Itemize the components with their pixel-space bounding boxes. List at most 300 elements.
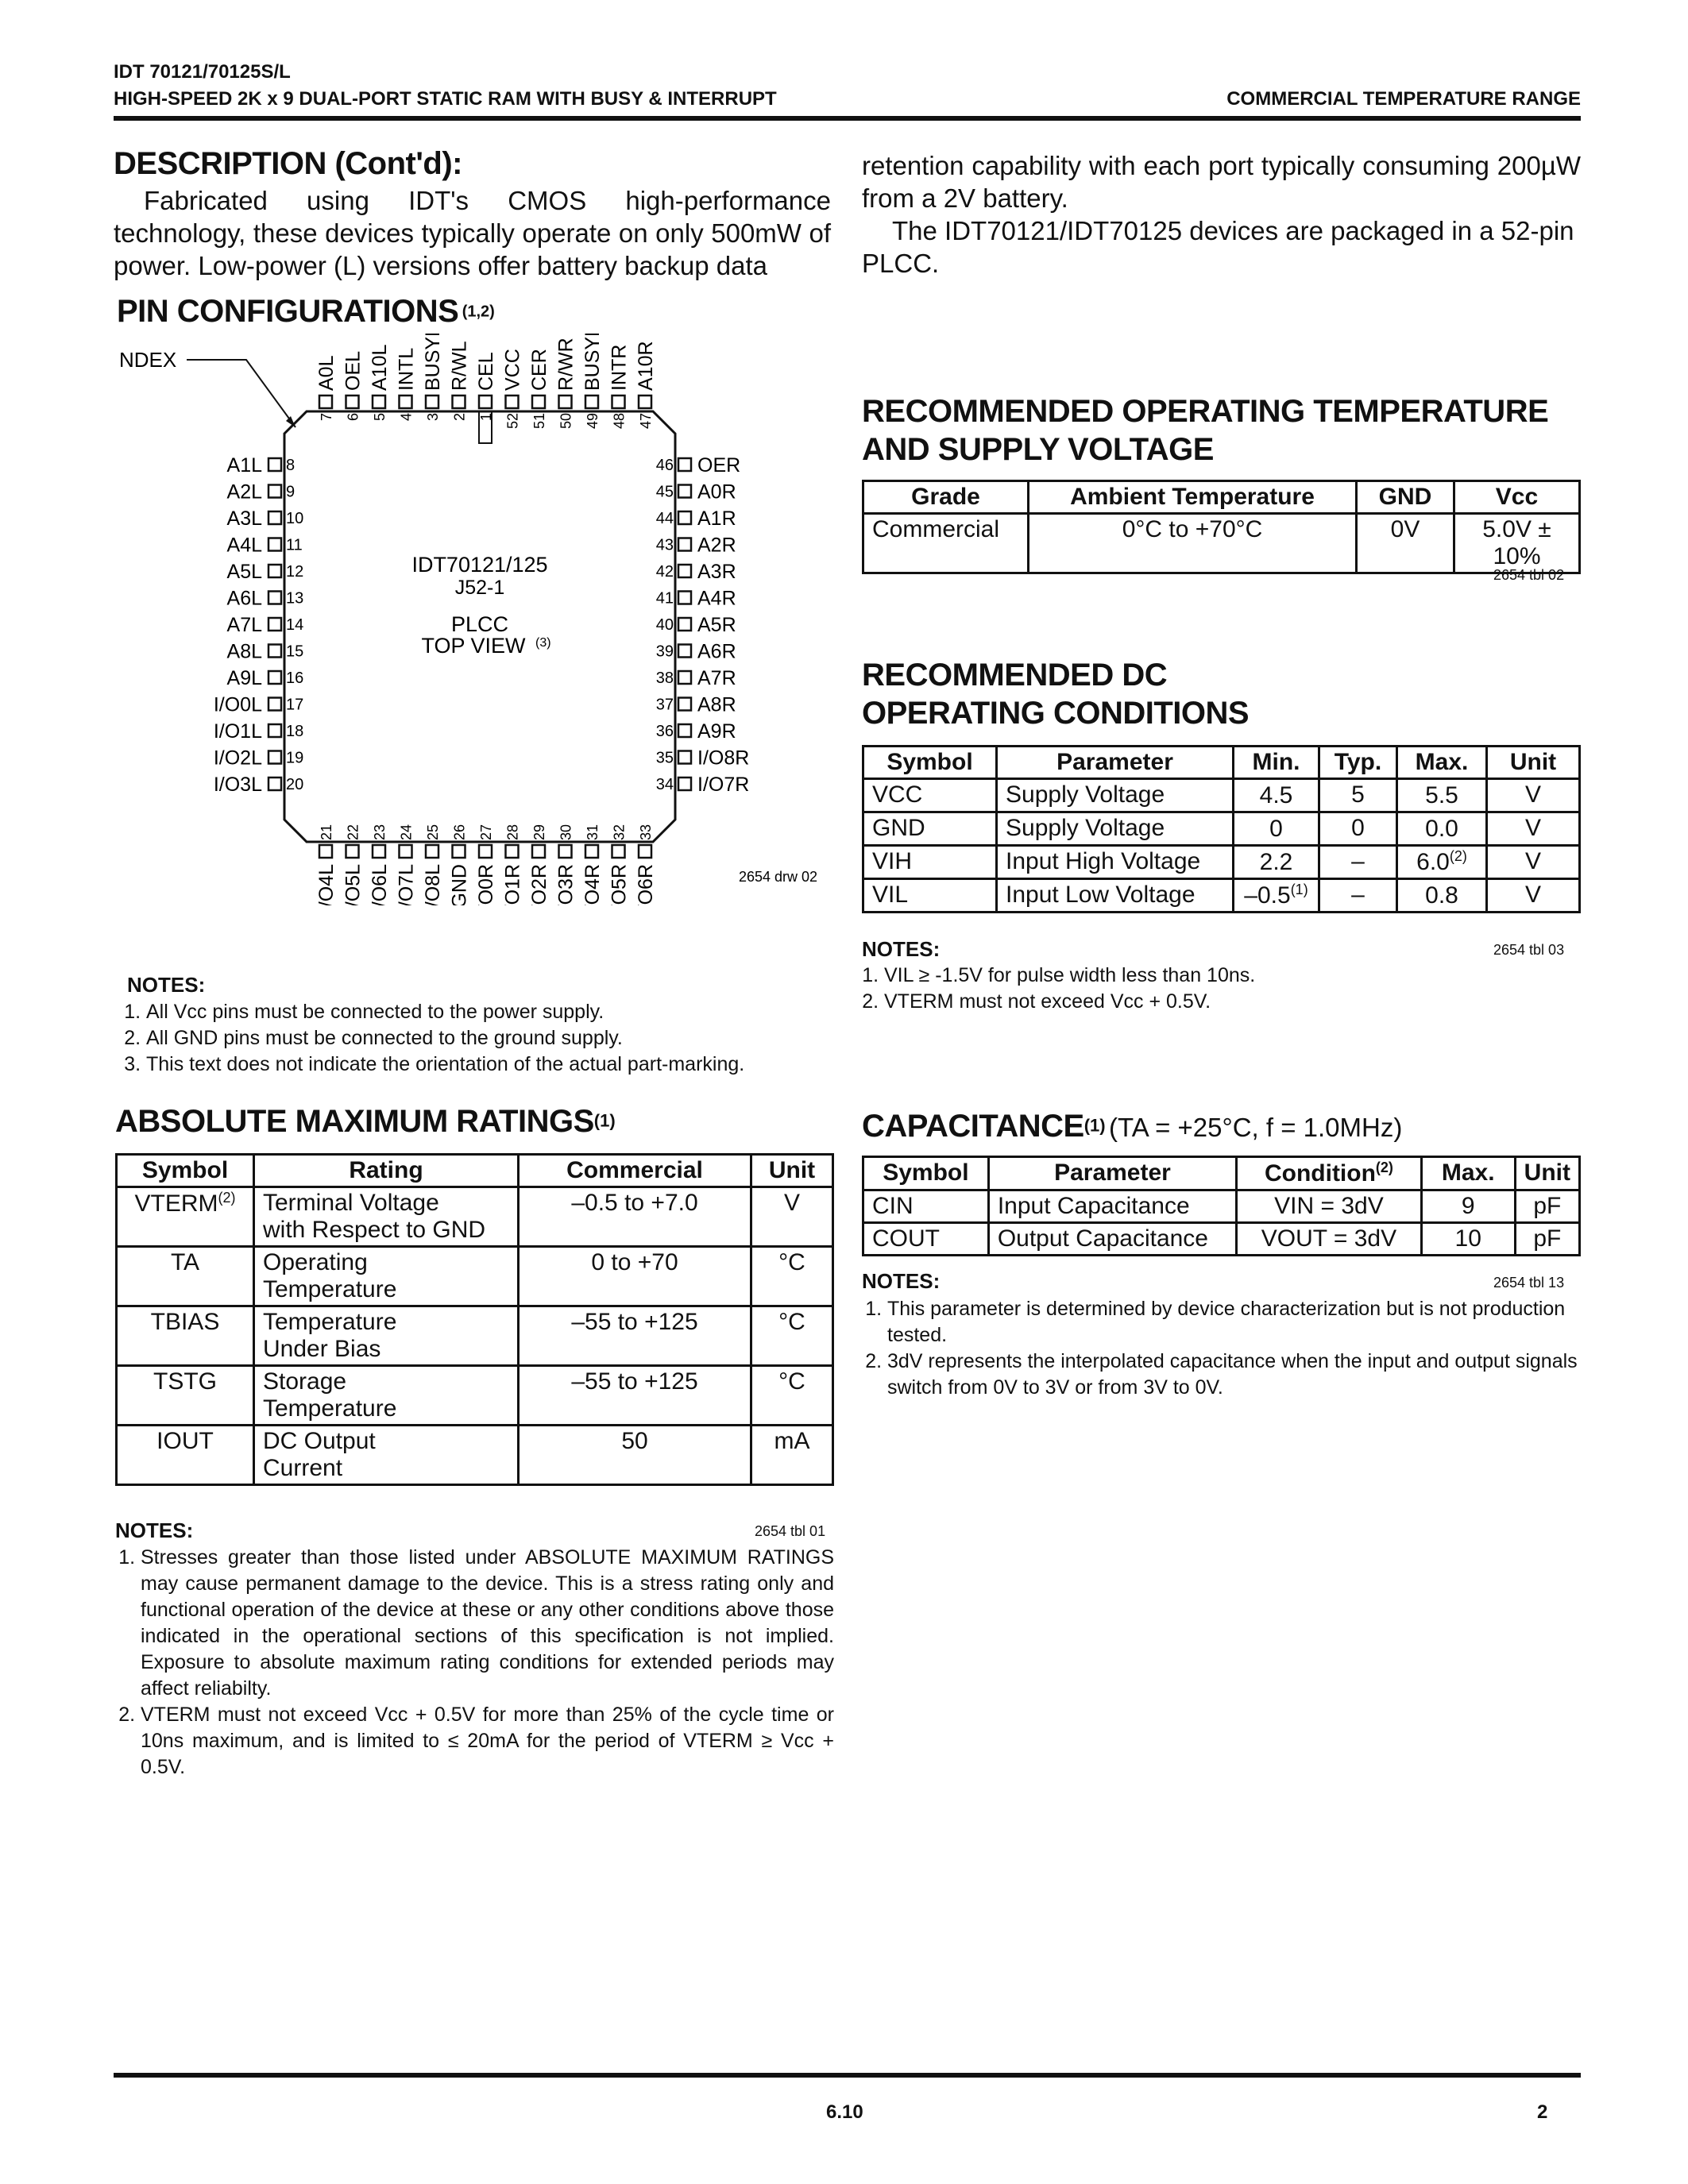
doc-header-line2: HIGH-SPEED 2K x 9 DUAL-PORT STATIC RAM WITH BUSY & INTERRUPT	[114, 88, 777, 110]
pin-label: I/O1L	[213, 720, 262, 743]
unit-cell: °C	[751, 1366, 833, 1426]
pin-label: BUSYR	[581, 334, 604, 391]
pin-label: I/O5L	[342, 864, 365, 905]
cond-cell: VIN = 3dV	[1237, 1190, 1422, 1223]
pin-pad	[532, 396, 545, 408]
symbol-cell: IOUT	[117, 1426, 254, 1485]
vcc-cell: 5.0V ± 10%	[1454, 514, 1580, 573]
col-header: Parameter	[988, 1157, 1236, 1190]
pin-label: I/O4R	[581, 864, 604, 905]
pin-label: I/O0R	[475, 864, 497, 905]
pin-pad	[268, 671, 281, 684]
pin-number: 48	[611, 413, 628, 430]
pin-number: 17	[286, 696, 304, 714]
doc-header-right: COMMERCIAL TEMPERATURE RANGE	[1226, 88, 1581, 110]
pin-pad	[559, 845, 572, 858]
pin-number: 47	[638, 413, 654, 430]
cond-cell: VOUT = 3dV	[1237, 1223, 1422, 1256]
param-cell: Supply Voltage	[997, 779, 1234, 812]
pin-number: 2	[451, 413, 468, 422]
pin-pad	[426, 396, 438, 408]
pin-pad	[678, 458, 691, 471]
pin-number: 16	[286, 669, 304, 687]
op-temp-title-line1: RECOMMENDED OPERATING TEMPERATURE	[862, 394, 1549, 429]
pin-label: A10L	[369, 344, 391, 391]
col-header: Max.	[1397, 747, 1487, 779]
pin-pad	[400, 845, 412, 858]
col-header: Unit	[751, 1155, 833, 1187]
pin-label: A3R	[697, 561, 736, 583]
symbol-cell: TSTG	[117, 1366, 254, 1426]
col-header: Unit	[1487, 747, 1580, 779]
symbol-cell	[117, 1187, 254, 1247]
pin-number: 32	[611, 824, 628, 840]
temp-cell: 0°C to +70°C	[1029, 514, 1357, 573]
dc-tbl-ref: 2654 tbl 03	[1493, 942, 1565, 958]
pin-pad	[678, 485, 691, 498]
pin-pad	[678, 618, 691, 631]
pin-pad	[678, 778, 691, 790]
unit-cell: pF	[1515, 1190, 1579, 1223]
max-cell	[1397, 879, 1487, 913]
pin-pad	[585, 845, 598, 858]
pin-number: 27	[478, 824, 494, 840]
rating-line: Operating	[263, 1249, 368, 1275]
abs-notes	[115, 1545, 834, 1781]
op-temp-tbl-ref: 2654 tbl 02	[1493, 567, 1565, 583]
pin-pad	[678, 538, 691, 551]
pin-pad	[268, 511, 281, 524]
table-row	[863, 514, 1580, 573]
description-para1-right: retention capability with each port typically consuming 200µW from a 2V battery.	[862, 151, 1581, 213]
col-header: Parameter	[997, 747, 1234, 779]
unit-cell: V	[1487, 879, 1580, 913]
pin-pad	[678, 592, 691, 604]
table-row	[863, 779, 1580, 812]
pin-label: A9R	[697, 720, 736, 743]
pin-pad	[319, 396, 332, 408]
symbol-cell: GND	[863, 812, 997, 846]
pin-label: BUSYL	[422, 334, 444, 391]
pin-pad	[453, 845, 465, 858]
abs-notes-title: NOTES:	[115, 1518, 194, 1542]
chip-view-sup: (3)	[535, 636, 551, 650]
doc-header-line1: IDT 70121/70125S/L	[114, 61, 291, 83]
pin-note-item: 3. This text does not indicate the orientation of the actual part-marking.	[146, 1051, 836, 1078]
pin-note-item: 1. All Vcc pins must be connected to the power supply.	[146, 999, 836, 1025]
pin-label: I/O6R	[635, 864, 657, 905]
pin-label: GND	[448, 864, 471, 905]
pin-pad	[678, 671, 691, 684]
pin-pad	[559, 396, 572, 408]
pin-pad	[506, 396, 519, 408]
min-cell	[1234, 779, 1319, 812]
symbol-cell: CIN	[863, 1190, 989, 1223]
pin-config-title-sup: (1,2)	[462, 303, 495, 321]
pin-number: 6	[345, 413, 361, 422]
pin-number: 19	[286, 749, 304, 767]
pin-number: 18	[286, 723, 304, 740]
pin-number: 43	[655, 536, 674, 554]
abs-note-item: 1. Stresses greater than those listed under ABSOLUTE MAXIMUM RATINGS may cause permanent damage to the device. This is a stress rating only and functional operation of the device at these or any other conditions above those indicated in the operational sections of this specification is not implied. Exposure to absolute maximum rating conditions for extended periods may affect reliabilty.	[141, 1545, 834, 1702]
pin-pad	[268, 538, 281, 551]
pin-pad	[373, 845, 385, 858]
op-temp-table	[862, 480, 1581, 574]
chip-view: TOP VIEW	[421, 634, 526, 658]
chip-type: PLCC	[450, 612, 509, 636]
unit-cell: V	[1487, 779, 1580, 812]
pin-number: 30	[558, 824, 574, 840]
pin-number: 44	[655, 510, 674, 527]
min-text: 0	[1269, 816, 1283, 842]
symbol-cell: COUT	[863, 1223, 989, 1256]
max-text: 0.8	[1425, 882, 1458, 909]
index-label: NDEX	[119, 348, 177, 372]
pin-label: A3L	[226, 507, 262, 530]
pin-pad	[479, 845, 492, 858]
pin-number: 29	[531, 824, 547, 840]
min-cell	[1234, 879, 1319, 913]
symbol-text: VTERM	[134, 1190, 218, 1217]
max-cell	[1397, 812, 1487, 846]
pin-pad	[532, 845, 545, 858]
col-header: Rating	[254, 1155, 519, 1187]
pin-label: A8L	[226, 640, 262, 663]
pin-label: A9L	[226, 667, 262, 689]
rating-line: with Respect to GND	[263, 1217, 486, 1243]
min-text: –0.5	[1244, 882, 1291, 909]
max-cell	[1397, 846, 1487, 879]
rating-line: Storage	[263, 1368, 347, 1395]
typ-cell: 5	[1319, 779, 1397, 812]
footer-rule	[114, 2073, 1581, 2078]
pin-pad	[453, 396, 465, 408]
pin-label: A8R	[697, 693, 736, 716]
pin-pad	[268, 645, 281, 658]
rating-line: Temperature	[263, 1395, 397, 1422]
pin-number: 7	[319, 413, 334, 422]
value-cell: 50	[519, 1426, 751, 1485]
pin-pad	[346, 845, 359, 858]
rating-cell	[254, 1426, 519, 1485]
rating-cell	[254, 1187, 519, 1247]
max-sup: (2)	[1449, 848, 1467, 864]
chip-package: J52-1	[454, 577, 505, 599]
rating-cell	[254, 1306, 519, 1366]
pin-label: A0L	[315, 355, 338, 391]
rating-cell	[254, 1366, 519, 1426]
pin-config-heading	[117, 294, 495, 330]
pin-number: 24	[398, 824, 415, 840]
pin-label: INTL	[395, 347, 418, 391]
table-row	[863, 1190, 1580, 1223]
abs-max-table	[115, 1153, 834, 1486]
pin-pad	[426, 845, 438, 858]
cap-title-sup: (1)	[1083, 1115, 1106, 1136]
col-header: Commercial	[519, 1155, 751, 1187]
pin-number: 49	[585, 413, 601, 430]
abs-note-item: 2. VTERM must not exceed Vcc + 0.5V for more than 25% of the cycle time or 10ns maximum, and is limited to ≤ 20mA for the period of VTERM ≥ Vcc + 0.5V.	[141, 1702, 834, 1781]
pin-label: I/O6L	[369, 864, 391, 905]
cap-notes-title: NOTES:	[862, 1269, 941, 1293]
pin-label: I/O3L	[213, 774, 262, 796]
symbol-cell: TA	[117, 1247, 254, 1306]
pin-label: INTR	[608, 344, 631, 391]
pin-label: A2L	[226, 480, 262, 504]
pin-number: 38	[655, 669, 674, 687]
table-row	[863, 812, 1580, 846]
min-text: 4.5	[1259, 782, 1293, 808]
pin-note-item: 2. All GND pins must be connected to the ground supply.	[146, 1025, 836, 1051]
typ-cell: 0	[1319, 812, 1397, 846]
rating-line: Under Bias	[263, 1336, 381, 1362]
col-header: Symbol	[863, 1157, 989, 1190]
value-cell: –55 to +125	[519, 1366, 751, 1426]
pin-pad	[678, 698, 691, 711]
max-text: 5.5	[1425, 782, 1458, 808]
pin-label: I/O2R	[528, 864, 550, 905]
pin-pad	[268, 618, 281, 631]
pin-config-title: PIN CONFIGURATIONS	[117, 294, 459, 329]
pin-number: 36	[655, 723, 674, 740]
col-header: Typ.	[1319, 747, 1397, 779]
pin-pad	[268, 565, 281, 577]
description-title: DESCRIPTION (Cont'd):	[114, 146, 462, 181]
pin-number: 50	[558, 413, 574, 430]
min-cell	[1234, 812, 1319, 846]
pin-number: 15	[286, 642, 304, 661]
pin-pad	[268, 485, 281, 498]
dc-note-item: 1. VIL ≥ -1.5V for pulse width less than 10ns.	[884, 963, 1581, 989]
pin-label: I/O7L	[395, 864, 418, 905]
index-pointer	[187, 360, 295, 427]
pin-pad	[268, 778, 281, 790]
pin-label: OER	[697, 454, 741, 477]
pin-pad	[612, 396, 625, 408]
header-rule	[114, 116, 1581, 121]
pin-diagram	[111, 334, 842, 905]
max-cell	[1397, 779, 1487, 812]
rating-line: Temperature	[263, 1276, 397, 1302]
max-text: 0.0	[1425, 816, 1458, 842]
pin-pad	[268, 751, 281, 764]
pin-label: I/O8R	[697, 747, 750, 770]
cap-title: CAPACITANCE	[862, 1109, 1084, 1144]
pin-number: 42	[655, 563, 674, 581]
footer-page-number: 2	[1537, 2101, 1548, 2123]
chip-name: IDT70121/125	[411, 553, 548, 577]
drawing-ref: 2654 drw 02	[739, 869, 818, 885]
unit-cell: V	[751, 1187, 833, 1247]
pin-number: 41	[655, 589, 674, 608]
pin-number: 3	[425, 413, 441, 422]
table-header-row	[117, 1155, 833, 1187]
pin-number: 31	[585, 824, 601, 840]
dc-table	[862, 745, 1581, 913]
pin-label: A4L	[226, 534, 262, 557]
pin-number: 28	[504, 824, 521, 840]
pin-number: 20	[286, 776, 304, 793]
rating-line: DC Output	[263, 1428, 376, 1454]
pin-pad	[678, 645, 691, 658]
col-header: Unit	[1515, 1157, 1579, 1190]
col-header: Ambient Temperature	[1029, 481, 1357, 514]
pin-label: R/WR	[554, 338, 577, 391]
pin-number: 46	[655, 457, 674, 474]
pin-number: 40	[655, 616, 674, 634]
pin-label: I/O5R	[608, 864, 631, 905]
pin-label: I/O8L	[422, 864, 444, 905]
col-header: Max.	[1421, 1157, 1515, 1190]
table-row	[863, 846, 1580, 879]
param-cell: Input High Voltage	[997, 846, 1234, 879]
condition-header-sup: (2)	[1375, 1160, 1393, 1175]
col-header: Symbol	[863, 747, 997, 779]
pin-pad	[268, 724, 281, 737]
pin-pad	[346, 396, 359, 408]
max-cell: 10	[1421, 1223, 1515, 1256]
pin-label: A1L	[226, 454, 262, 477]
max-cell: 9	[1421, 1190, 1515, 1223]
pin-number: 33	[638, 824, 654, 840]
op-temp-title-line2: AND SUPPLY VOLTAGE	[862, 432, 1214, 467]
pin-number: 37	[655, 696, 674, 714]
symbol-cell: TBIAS	[117, 1306, 254, 1366]
symbol-cell: VIH	[863, 846, 997, 879]
typ-cell: –	[1319, 846, 1397, 879]
pin-label: A6L	[226, 587, 262, 610]
pin-label: A7L	[226, 614, 262, 636]
pin-label: I/O1R	[501, 864, 524, 905]
dc-note-item: 2. VTERM must not exceed Vcc + 0.5V.	[884, 989, 1581, 1015]
abs-max-title: ABSOLUTE MAXIMUM RATINGS	[115, 1104, 594, 1139]
symbol-sup: (2)	[218, 1190, 236, 1206]
symbol-cell: VIL	[863, 879, 997, 913]
unit-cell: V	[1487, 846, 1580, 879]
min-text: 2.2	[1259, 849, 1293, 875]
pin-pad	[268, 592, 281, 604]
dc-title-line2: OPERATING CONDITIONS	[862, 696, 1250, 731]
value-cell: –0.5 to +7.0	[519, 1187, 751, 1247]
table-row	[117, 1187, 833, 1247]
pin-label: VCC	[501, 349, 524, 391]
pin-number: 23	[372, 824, 388, 840]
pin-pad	[268, 458, 281, 471]
pin-label: A7R	[697, 667, 736, 689]
pin-number: 1	[478, 413, 494, 422]
pin-label: A5L	[226, 561, 262, 583]
footer-section-number: 6.10	[826, 2101, 863, 2123]
pin-number: 4	[398, 413, 415, 422]
pin-label: I/O3R	[554, 864, 577, 905]
cap-note-item: 1. This parameter is determined by device characterization but is not production tested.	[887, 1296, 1581, 1349]
pin-number: 13	[286, 589, 304, 608]
pin-label: I/O7R	[697, 774, 750, 796]
pin-pad	[678, 724, 691, 737]
value-cell: –55 to +125	[519, 1306, 751, 1366]
table-row	[863, 879, 1580, 913]
pin-label: A6R	[697, 640, 736, 663]
col-header: Vcc	[1454, 481, 1580, 514]
table-header-row	[863, 747, 1580, 779]
table-row	[117, 1306, 833, 1366]
param-cell: Output Capacitance	[988, 1223, 1236, 1256]
pin-number: 21	[319, 824, 334, 840]
pin-number: 5	[372, 413, 388, 422]
pin-label: A5R	[697, 614, 736, 636]
pin-pad	[678, 751, 691, 764]
param-cell: Input Capacitance	[988, 1190, 1236, 1223]
rating-line: Current	[263, 1455, 343, 1481]
min-sup: (1)	[1290, 882, 1308, 897]
cap-notes	[862, 1296, 1581, 1401]
plcc-diagram-svg	[111, 334, 842, 905]
rating-line: Terminal Voltage	[263, 1190, 439, 1216]
pin-label: A0R	[697, 480, 736, 504]
typ-cell: –	[1319, 879, 1397, 913]
cap-tbl-ref: 2654 tbl 13	[1493, 1275, 1565, 1291]
pin-label: A2R	[697, 534, 736, 557]
capacitance-heading	[862, 1109, 1402, 1144]
pin-label: A10R	[635, 341, 657, 391]
pin-notes-title: NOTES:	[127, 973, 206, 997]
pin-number: 9	[286, 483, 295, 501]
pin-number: 45	[655, 483, 674, 501]
pin-notes	[121, 999, 836, 1078]
pin-number: 35	[655, 749, 674, 767]
symbol-cell: VCC	[863, 779, 997, 812]
table-row	[117, 1366, 833, 1426]
pin-number: 51	[531, 413, 547, 430]
pin-number: 34	[655, 776, 674, 793]
pin-number: 52	[504, 413, 521, 430]
gnd-cell: 0V	[1357, 514, 1454, 573]
pin-label: I/O0L	[213, 693, 262, 716]
condition-header-text: Condition	[1264, 1160, 1376, 1187]
pin-pad	[373, 396, 385, 408]
pin-number: 14	[286, 616, 304, 634]
unit-cell: °C	[751, 1247, 833, 1306]
pin-label: CEL	[475, 352, 497, 391]
pin-number: 26	[451, 824, 468, 840]
pin-number: 39	[655, 642, 674, 661]
pin-pad	[585, 396, 598, 408]
dc-title-line1: RECOMMENDED DC	[862, 658, 1168, 693]
pin-number: 25	[425, 824, 441, 840]
pin-pad	[678, 511, 691, 524]
table-row	[117, 1247, 833, 1306]
pin-number: 8	[286, 457, 295, 474]
pin-pad	[268, 698, 281, 711]
min-cell	[1234, 846, 1319, 879]
pin-label: A1R	[697, 507, 736, 530]
col-header	[1237, 1157, 1422, 1190]
table-header-row	[863, 1157, 1580, 1190]
col-header: Min.	[1234, 747, 1319, 779]
rating-line: Temperature	[263, 1309, 397, 1335]
table-row	[863, 1223, 1580, 1256]
unit-cell: mA	[751, 1426, 833, 1485]
dc-notes	[862, 963, 1581, 1015]
pin-pad	[678, 565, 691, 577]
pin-pad	[612, 845, 625, 858]
pin-label: R/WL	[448, 341, 471, 391]
col-header: GND	[1357, 481, 1454, 514]
capacitance-table	[862, 1156, 1581, 1256]
abs-max-heading	[115, 1104, 616, 1140]
pin-pad	[506, 845, 519, 858]
pin-pad	[319, 845, 332, 858]
